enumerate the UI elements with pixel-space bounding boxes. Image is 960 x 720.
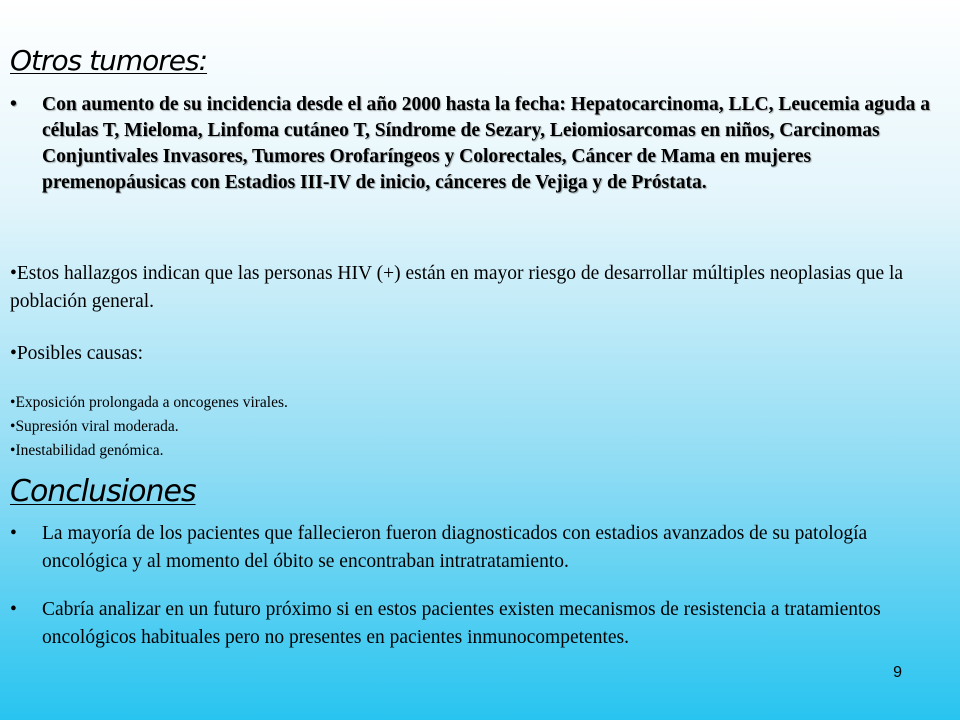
conclusiones-list xyxy=(10,520,955,672)
causas-list xyxy=(10,391,288,463)
conclusion-item: • Cabría analizar en un futuro próximo si en estos pacientes existen mecanismos de resistencia a tratamientos oncológicos habituales pero no presentes en pacientes inmunocompetentes. xyxy=(10,596,955,652)
bullet-incidencia: • Con aumento de su incidencia desde el año 2000 hasta la fecha: Hepatocarcinoma, LLC, Leucemia aguda a células T, Mieloma, Linfoma cutáneo T, Síndrome de Sezary, Leiomiosarcomas en niños, Carcinomas Conjuntivales Invasores, Tumores Orofaríngeos y Colorectales, Cáncer de Mama en mujeres premenopáusicas con Estadios III-IV de inicio, cánceres de Vejiga y de Próstata. xyxy=(10,92,940,196)
paragraph-posibles-causas: • Posibles causas: xyxy=(10,340,950,368)
bullet-list-incidencia xyxy=(10,92,940,196)
heading-otros-tumores: Otros tumores: xyxy=(10,44,208,77)
causa-item: • Supresión viral moderada. xyxy=(10,415,288,439)
causa-item: • Exposición prolongada a oncogenes virales. xyxy=(10,391,288,415)
causa-item: • Inestabilidad genómica. xyxy=(10,439,288,463)
conclusion-item: • La mayoría de los pacientes que fallecieron fueron diagnosticados con estadios avanzados de su patología oncológica y al momento del óbito se encontraban intratratamiento. xyxy=(10,520,955,576)
paragraph-hallazgos: • Estos hallazgos indican que las personas HIV (+) están en mayor riesgo de desarrollar múltiples neoplasias que la población general. xyxy=(10,260,950,316)
page-number: 9 xyxy=(893,664,902,681)
heading-conclusiones: Conclusiones xyxy=(10,474,196,509)
